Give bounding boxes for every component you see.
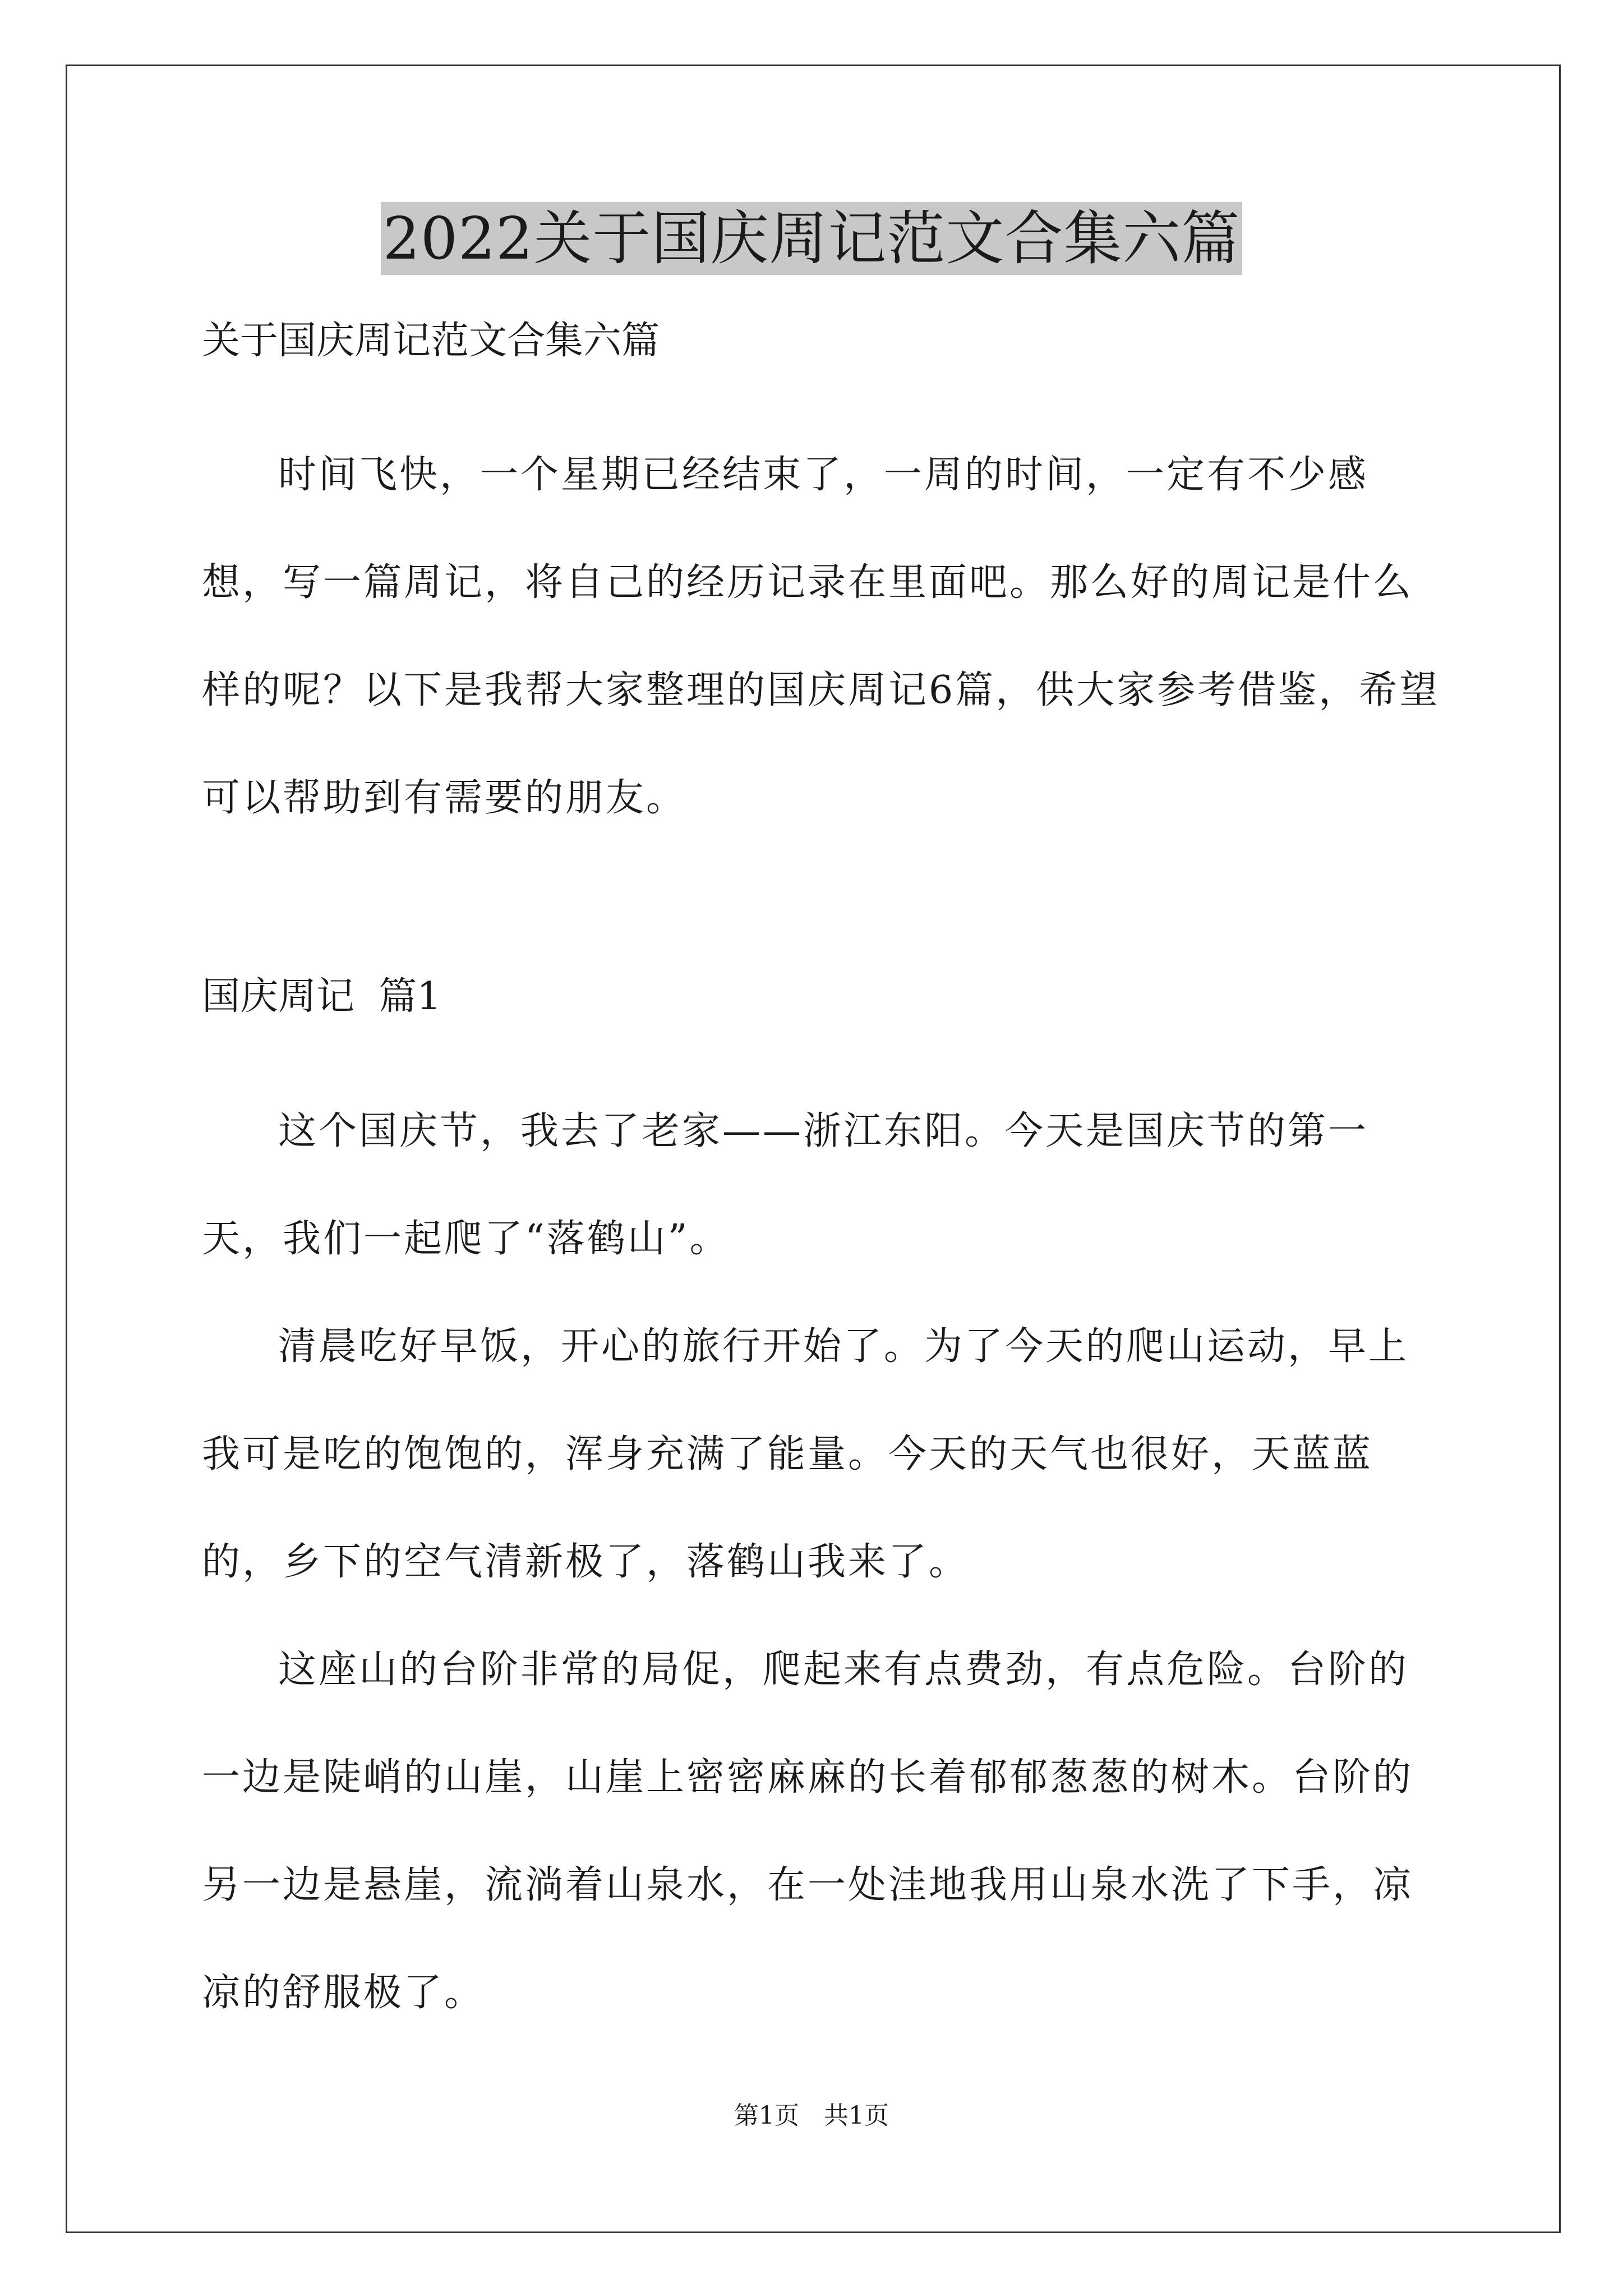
body-paragraph-1: 这个国庆节，我去了老家——浙江东阳。今天是国庆节的第一天，我们一起爬了“落鹤山”。 bbox=[202, 1109, 1369, 1261]
title-container bbox=[0, 202, 1623, 275]
intro-paragraph: 时间飞快，一个星期已经结束了，一周的时间，一定有不少感想，写一篇周记，将自己的经历记录在里面吧。那么好的周记是什么样的呢？以下是我帮大家整理的国庆周记6篇，供大家参考借鉴，希望可以帮助到有需要的朋友。 bbox=[202, 453, 1440, 820]
page-footer bbox=[0, 2099, 1623, 2133]
page-number: 第1页 共1页 bbox=[734, 2101, 889, 2130]
body-paragraph-3: 这座山的台阶非常的局促，爬起来有点费劲，有点危险。台阶的一边是陡峭的山崖，山崖上密密麻麻的长着郁郁葱葱的树木。台阶的另一边是悬崖，流淌着山泉水，在一处洼地我用山泉水洗了下手，凉凉的舒服极了。 bbox=[202, 1648, 1414, 2015]
document-title: 2022关于国庆周记范文合集六篇 bbox=[381, 202, 1243, 275]
section-heading: 国庆周记 篇1 bbox=[202, 974, 441, 1019]
document-subtitle: 关于国庆周记范文合集六篇 bbox=[202, 319, 660, 363]
document-body bbox=[202, 314, 1447, 2047]
body-paragraph-2: 清晨吃好早饭，开心的旅行开始了。为了今天的爬山运动，早上我可是吃的饱饱的，浑身充满了能量。今天的天气也很好，天蓝蓝的，乡下的空气清新极了，落鹤山我来了。 bbox=[202, 1324, 1409, 1584]
